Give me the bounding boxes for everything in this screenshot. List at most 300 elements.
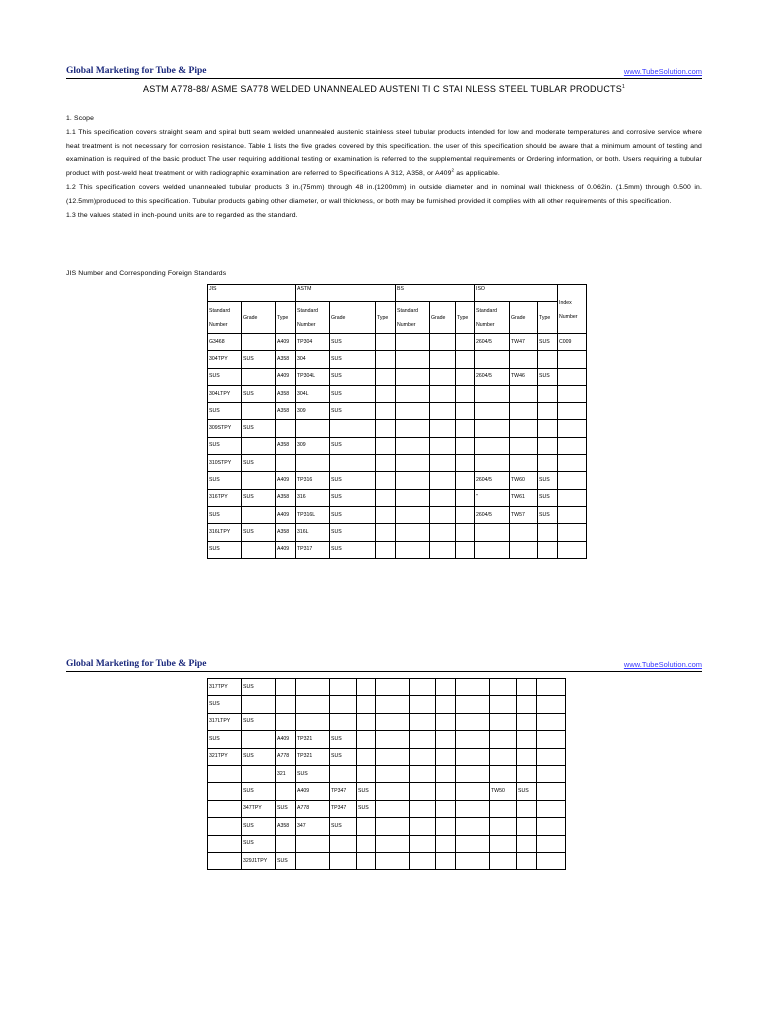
table-cell: SUS [242, 420, 276, 437]
table-cell: 316L [296, 524, 330, 541]
table-cell [537, 835, 566, 852]
table-cell [396, 351, 430, 368]
table-cell [357, 818, 376, 835]
table-cell: SUS [208, 472, 242, 489]
table-cell: A778 [276, 748, 296, 765]
table-cell [538, 455, 558, 472]
title-footnote-mark: 1 [621, 84, 625, 90]
column-header: Standard Number [396, 302, 430, 334]
table-cell: TP347 [330, 783, 357, 800]
table-cell [242, 765, 276, 782]
table-cell: TP316 [296, 472, 330, 489]
table-cell [475, 385, 510, 402]
table-cell [558, 437, 587, 454]
table-cell: A358 [276, 437, 296, 454]
table-cell [558, 385, 587, 402]
table-cell [396, 489, 430, 506]
table-cell: SUS [538, 334, 558, 351]
table-row [208, 351, 587, 368]
title-text: ASTM A778-88/ ASME SA778 WELDED UNANNEALED AUSTENI TI C STAI NLESS STEEL TUBLAR PRODUCTS [143, 84, 622, 94]
table-cell [475, 420, 510, 437]
table-cell: 2604/5 [475, 472, 510, 489]
table-cell [537, 765, 566, 782]
table-cell [558, 368, 587, 385]
table-cell [538, 524, 558, 541]
table-cell [490, 713, 517, 730]
table-cell [376, 489, 396, 506]
table-cell: TW46 [510, 368, 538, 385]
page-header-2 [66, 659, 702, 673]
table-row [208, 334, 587, 351]
column-header: Standard Number [296, 302, 330, 334]
table-cell [330, 679, 357, 696]
table-cell [537, 713, 566, 730]
table-cell: TW60 [510, 472, 538, 489]
table-cell [376, 541, 396, 558]
table-row [208, 800, 566, 817]
table-cell [430, 489, 456, 506]
table-cell [242, 696, 276, 713]
table-row [208, 437, 587, 454]
table-cell: SUS [242, 783, 276, 800]
table-cell [410, 852, 436, 869]
table-cell: TW57 [510, 506, 538, 523]
table-cell: 304 [296, 351, 330, 368]
table-cell [410, 765, 436, 782]
table-cell: SUS [330, 385, 376, 402]
table-cell [410, 783, 436, 800]
table-row [208, 679, 566, 696]
table-cell: TW47 [510, 334, 538, 351]
table-cell: SUS [357, 783, 376, 800]
table-cell [276, 679, 296, 696]
table-cell: TP317 [296, 541, 330, 558]
table-cell [490, 835, 517, 852]
table-row [208, 818, 566, 835]
table-cell: SUS [330, 489, 376, 506]
table-cell [475, 541, 510, 558]
table-cell [436, 679, 456, 696]
table-cell [242, 334, 276, 351]
table-cell: SUS [330, 818, 357, 835]
table-cell: SUS [538, 368, 558, 385]
table-cell [456, 368, 475, 385]
table-cell [456, 541, 475, 558]
table-cell [456, 489, 475, 506]
table-cell: 317LTPY [208, 713, 242, 730]
table-cell: SUS [208, 437, 242, 454]
table-cell: SUS [538, 472, 558, 489]
table-cell: SUS [208, 403, 242, 420]
table-cell: TP304 [296, 334, 330, 351]
page-header [66, 66, 702, 80]
table-cell: TP316L [296, 506, 330, 523]
table-cell: SUS [242, 524, 276, 541]
table-cell [357, 713, 376, 730]
table-cell [242, 541, 276, 558]
table-cell [410, 818, 436, 835]
table-cell [410, 835, 436, 852]
table-cell: SUS [330, 524, 376, 541]
table-cell: SUS [517, 783, 537, 800]
table-cell [538, 403, 558, 420]
table-cell [357, 852, 376, 869]
table-cell [490, 852, 517, 869]
table-cell [276, 696, 296, 713]
table-cell: SUS [330, 541, 376, 558]
table-cell: 329J1TPY [242, 852, 276, 869]
table-cell [430, 524, 456, 541]
column-header: Standard Number [475, 302, 510, 334]
table-cell: SUS [242, 818, 276, 835]
table-cell [558, 472, 587, 489]
table-cell [410, 696, 436, 713]
table-cell [537, 748, 566, 765]
table-row [208, 541, 587, 558]
table-cell: A409 [276, 731, 296, 748]
table-cell [436, 818, 456, 835]
header-brand-2: Global Marketing for Tube & Pipe [66, 659, 207, 669]
table-cell: SUS [330, 351, 376, 368]
table-cell [537, 852, 566, 869]
table-cell [436, 765, 456, 782]
table-cell [490, 696, 517, 713]
header-rule-2 [66, 671, 702, 672]
table-cell [430, 334, 456, 351]
table-cell [456, 731, 490, 748]
table-cell [430, 455, 456, 472]
table-cell: 309 [296, 437, 330, 454]
table-cell: TP304L [296, 368, 330, 385]
header-rule [66, 78, 702, 79]
table-cell [330, 696, 357, 713]
table-cell [276, 455, 296, 472]
table-cell [490, 679, 517, 696]
table-cell: 316 [296, 489, 330, 506]
table-cell: SUS [242, 679, 276, 696]
column-header: Grade [510, 302, 538, 334]
table-cell [475, 403, 510, 420]
table-cell [456, 852, 490, 869]
table-cell [430, 368, 456, 385]
table-cell [376, 455, 396, 472]
table-cell [436, 713, 456, 730]
table-cell [436, 696, 456, 713]
table-cell [296, 420, 330, 437]
table-cell [430, 403, 456, 420]
table-row [208, 403, 587, 420]
table-cell: 347TPY [242, 800, 276, 817]
table-cell [456, 385, 475, 402]
table-cell: SUS [330, 472, 376, 489]
scope-paragraph-2: 1.2 This specification covers welded unannealed tubular products 3 in.(75mm) through 48 in.(1200mm) in outside diameter and in nominal wall thickness of 0.062in. (1.5mm) through 0.500 in.(12.5mm)produced to this specification. Tubular products gabing other diameter, or wall thickness, or both may be furnished provided it complies with all other requirements of this specification. [66, 183, 702, 205]
table-cell [537, 800, 566, 817]
table-cell [410, 731, 436, 748]
table-cell [357, 765, 376, 782]
header-brand: Global Marketing for Tube & Pipe [66, 66, 207, 76]
group-astm: ASTM [296, 285, 396, 302]
table-cell: 304L [296, 385, 330, 402]
table-cell [517, 748, 537, 765]
table-cell: SUS [242, 455, 276, 472]
column-header: Type [538, 302, 558, 334]
table-cell [242, 731, 276, 748]
table-cell: A409 [276, 334, 296, 351]
table-cell [376, 800, 410, 817]
table-row [208, 506, 587, 523]
column-header: Standard Number [208, 302, 242, 334]
scope-section [66, 112, 702, 222]
table-cell [456, 351, 475, 368]
table-row [208, 524, 587, 541]
table-cell [475, 524, 510, 541]
header-url-link[interactable]: www.TubeSolution.com [623, 67, 702, 76]
table-cell [558, 420, 587, 437]
table-cell: SUS [330, 506, 376, 523]
table-cell [357, 731, 376, 748]
table-cell [510, 455, 538, 472]
table-cell: SUS [538, 506, 558, 523]
column-header: Type [276, 302, 296, 334]
table-cell: SUS [208, 731, 242, 748]
table-cell: A409 [276, 506, 296, 523]
table-subheader-row [208, 302, 587, 334]
table-cell [396, 437, 430, 454]
table-cell [376, 765, 410, 782]
table-cell [430, 506, 456, 523]
scope-paragraph-1 [66, 126, 702, 181]
table-cell [510, 437, 538, 454]
table-cell [456, 835, 490, 852]
table-cell [330, 713, 357, 730]
table-cell [242, 437, 276, 454]
table-cell: A409 [276, 472, 296, 489]
table-cell [538, 437, 558, 454]
table-cell [436, 835, 456, 852]
scope-p1-end: as applicable. [454, 170, 500, 178]
table-cell: 309 [296, 403, 330, 420]
table-cell [357, 835, 376, 852]
table-cell [208, 852, 242, 869]
table-cell [490, 800, 517, 817]
table-cell: SUS [276, 800, 296, 817]
table-cell [517, 765, 537, 782]
table-cell: 310STPY [208, 455, 242, 472]
table-cell [296, 696, 330, 713]
scope-heading: 1. Scope [66, 115, 95, 122]
table-cell [456, 783, 490, 800]
group-jis: JIS [208, 285, 296, 302]
table-cell [296, 679, 330, 696]
table-cell: A358 [276, 818, 296, 835]
table-cell [276, 713, 296, 730]
table-row [208, 472, 587, 489]
table-cell [510, 524, 538, 541]
table-cell: 309STPY [208, 420, 242, 437]
table-cell [376, 696, 410, 713]
table-cell [410, 679, 436, 696]
column-header: Grade [430, 302, 456, 334]
table-cell [430, 437, 456, 454]
table-cell [376, 835, 410, 852]
table-cell: SUS [208, 506, 242, 523]
table-cell [456, 800, 490, 817]
table-cell [456, 818, 490, 835]
table-cell [456, 748, 490, 765]
table-cell: A358 [276, 403, 296, 420]
table-cell: " [475, 489, 510, 506]
table-cell [376, 506, 396, 523]
table-row [208, 835, 566, 852]
table-cell: 316TPY [208, 489, 242, 506]
table-cell [558, 489, 587, 506]
table-cell: A358 [276, 489, 296, 506]
table-cell [296, 835, 330, 852]
table-cell [396, 385, 430, 402]
table-cell [517, 818, 537, 835]
table-cell [436, 748, 456, 765]
scope-p1-text: 1.1 This specification covers straight seam and spiral butt seam welded unannealed austenic stainless steel tubular products intended for low and moderate temperatures and corrosive service where heat treatment is not necessary for corrosion resistance. Table 1 lists the five grades covered by this specification. the user of this specification should be aware that a minimum amount of testing and examination is required of the basic product The user requiring additional testing or examination is referred to the supplemental requirements or Ordering information, or both. Users requiring a tubular product with post-weld heat treatment or with radiographic examination are referred to Specifications A 312, A358, or A409 [66, 128, 702, 178]
table-cell [517, 679, 537, 696]
table-cell [330, 852, 357, 869]
table-group-header-row [208, 285, 587, 302]
table-cell [537, 731, 566, 748]
table-cell [456, 437, 475, 454]
table-cell: 316LTPY [208, 524, 242, 541]
table-cell: SUS [208, 696, 242, 713]
table-cell [538, 351, 558, 368]
table-cell [517, 835, 537, 852]
table-cell [517, 800, 537, 817]
table-cell [276, 420, 296, 437]
table-cell [456, 679, 490, 696]
table-cell [456, 334, 475, 351]
table-cell [517, 852, 537, 869]
table-cell: SUS [538, 489, 558, 506]
table-cell [376, 679, 410, 696]
table-cell [436, 731, 456, 748]
table-cell: SUS [242, 385, 276, 402]
table-cell [376, 334, 396, 351]
table-cell: 304LTPY [208, 385, 242, 402]
table-cell [410, 713, 436, 730]
table-cell: SUS [330, 403, 376, 420]
table-cell [456, 455, 475, 472]
table-cell [430, 472, 456, 489]
table-cell [410, 800, 436, 817]
table-cell [396, 455, 430, 472]
table-cell [510, 351, 538, 368]
table-cell: SUS [242, 835, 276, 852]
table-cell: A778 [296, 800, 330, 817]
table-cell: TP347 [330, 800, 357, 817]
table-cell: 321TPY [208, 748, 242, 765]
table-cell [396, 368, 430, 385]
table-cell [242, 506, 276, 523]
table-cell [537, 696, 566, 713]
table-cell [376, 731, 410, 748]
table-row [208, 696, 566, 713]
table-cell: SUS [357, 800, 376, 817]
table-cell: 2604/5 [475, 334, 510, 351]
table-cell [430, 351, 456, 368]
table-row [208, 731, 566, 748]
table-cell [490, 818, 517, 835]
table-cell: SUS [242, 489, 276, 506]
table-row [208, 765, 566, 782]
header-url-link-2[interactable]: www.TubeSolution.com [623, 660, 702, 669]
table-cell [538, 420, 558, 437]
table-cell: A358 [276, 351, 296, 368]
table-row [208, 852, 566, 869]
table-cell: 317TPY [208, 679, 242, 696]
table-cell [357, 679, 376, 696]
table-cell [475, 437, 510, 454]
table-cell [208, 818, 242, 835]
table-cell [558, 403, 587, 420]
table-cell [490, 748, 517, 765]
table-cell [558, 506, 587, 523]
column-header: Type [456, 302, 475, 334]
table-cell: SUS [208, 541, 242, 558]
table-cell [410, 748, 436, 765]
table-cell [296, 852, 330, 869]
group-iso: ISO [475, 285, 558, 302]
table-cell [510, 420, 538, 437]
table-cell: A358 [276, 385, 296, 402]
table-cell [376, 852, 410, 869]
table-cell [376, 472, 396, 489]
table-cell: TW50 [490, 783, 517, 800]
table-cell [242, 403, 276, 420]
table-cell: A358 [276, 524, 296, 541]
table-cell [456, 696, 490, 713]
table-cell [296, 713, 330, 730]
table-cell [376, 783, 410, 800]
table-cell [430, 420, 456, 437]
table-cell [430, 385, 456, 402]
table-cell [330, 420, 376, 437]
table-cell: 321 [276, 765, 296, 782]
table-cell [558, 524, 587, 541]
table-cell [396, 472, 430, 489]
table-cell [357, 748, 376, 765]
standards-table [207, 284, 587, 559]
table-cell [456, 403, 475, 420]
table-cell [538, 385, 558, 402]
table-row [208, 489, 587, 506]
table-cell [537, 818, 566, 835]
table-cell [456, 713, 490, 730]
table-cell [517, 696, 537, 713]
table-cell [430, 541, 456, 558]
table-cell [376, 403, 396, 420]
table-cell [558, 541, 587, 558]
table-cell [456, 420, 475, 437]
table-cell: 304TPY [208, 351, 242, 368]
table-cell [376, 351, 396, 368]
table-cell: 347 [296, 818, 330, 835]
table-cell [490, 731, 517, 748]
table-cell [242, 472, 276, 489]
table-cell [296, 455, 330, 472]
table-cell [376, 368, 396, 385]
table-cell [456, 506, 475, 523]
table-cell [456, 472, 475, 489]
table-cell [208, 783, 242, 800]
table-cell [490, 765, 517, 782]
table-cell: SUS [208, 368, 242, 385]
